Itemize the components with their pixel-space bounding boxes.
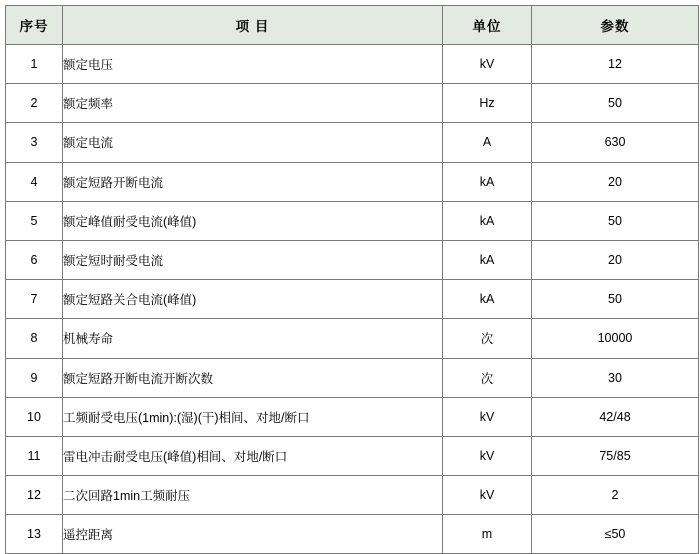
cell-no: 8 <box>6 319 63 358</box>
table-row <box>6 358 699 397</box>
header-cell-item: 项 目 <box>63 6 443 45</box>
cell-parameter: 2 <box>532 476 699 515</box>
cell-item: 额定短路开断电流开断次数 <box>63 358 443 397</box>
cell-item: 额定短时耐受电流 <box>63 240 443 279</box>
table-row <box>6 123 699 162</box>
cell-parameter: 20 <box>532 162 699 201</box>
specification-table <box>5 5 699 554</box>
cell-unit: kA <box>443 201 532 240</box>
cell-parameter: 30 <box>532 358 699 397</box>
cell-unit: kV <box>443 45 532 84</box>
cell-item: 额定短路关合电流(峰值) <box>63 280 443 319</box>
cell-item: 额定电流 <box>63 123 443 162</box>
cell-no: 13 <box>6 515 63 554</box>
cell-no: 10 <box>6 397 63 436</box>
cell-no: 4 <box>6 162 63 201</box>
header-cell-no: 序号 <box>6 6 63 45</box>
table-header <box>6 6 699 45</box>
table-row <box>6 280 699 319</box>
cell-unit: kA <box>443 240 532 279</box>
cell-no: 3 <box>6 123 63 162</box>
cell-unit: Hz <box>443 84 532 123</box>
cell-parameter: 50 <box>532 84 699 123</box>
cell-parameter: 50 <box>532 201 699 240</box>
table-row <box>6 319 699 358</box>
table-row <box>6 240 699 279</box>
cell-parameter: 75/85 <box>532 436 699 475</box>
header-cell-parameter: 参数 <box>532 6 699 45</box>
table-row <box>6 397 699 436</box>
cell-unit: kA <box>443 280 532 319</box>
table-row <box>6 476 699 515</box>
cell-no: 5 <box>6 201 63 240</box>
cell-no: 6 <box>6 240 63 279</box>
cell-no: 12 <box>6 476 63 515</box>
cell-unit: kA <box>443 162 532 201</box>
table-row <box>6 201 699 240</box>
cell-parameter: 630 <box>532 123 699 162</box>
cell-item: 工频耐受电压(1min):(湿)(干)相间、对地/断口 <box>63 397 443 436</box>
table-row <box>6 162 699 201</box>
cell-parameter: 20 <box>532 240 699 279</box>
cell-item: 二次回路1min工频耐压 <box>63 476 443 515</box>
header-cell-unit: 单位 <box>443 6 532 45</box>
cell-no: 2 <box>6 84 63 123</box>
cell-no: 9 <box>6 358 63 397</box>
cell-item: 额定峰值耐受电流(峰值) <box>63 201 443 240</box>
table-row <box>6 84 699 123</box>
cell-unit: 次 <box>443 319 532 358</box>
cell-item: 额定频率 <box>63 84 443 123</box>
cell-parameter: 10000 <box>532 319 699 358</box>
cell-item: 遥控距离 <box>63 515 443 554</box>
table-row <box>6 436 699 475</box>
table-body <box>6 45 699 554</box>
table-row <box>6 515 699 554</box>
cell-item: 额定电压 <box>63 45 443 84</box>
cell-unit: kV <box>443 397 532 436</box>
cell-no: 11 <box>6 436 63 475</box>
cell-parameter: 50 <box>532 280 699 319</box>
cell-parameter: ≤50 <box>532 515 699 554</box>
cell-unit: kV <box>443 436 532 475</box>
cell-item: 雷电冲击耐受电压(峰值)相间、对地/断口 <box>63 436 443 475</box>
cell-unit: A <box>443 123 532 162</box>
cell-unit: 次 <box>443 358 532 397</box>
cell-item: 机械寿命 <box>63 319 443 358</box>
cell-no: 7 <box>6 280 63 319</box>
cell-item: 额定短路开断电流 <box>63 162 443 201</box>
cell-no: 1 <box>6 45 63 84</box>
table-row <box>6 45 699 84</box>
cell-unit: m <box>443 515 532 554</box>
table-header-row <box>6 6 699 45</box>
cell-unit: kV <box>443 476 532 515</box>
cell-parameter: 12 <box>532 45 699 84</box>
cell-parameter: 42/48 <box>532 397 699 436</box>
